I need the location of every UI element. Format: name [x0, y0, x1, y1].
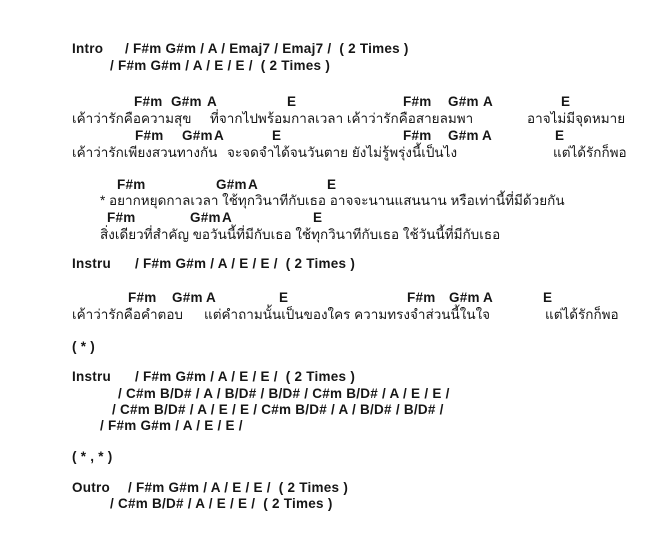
prechorus-lyrics-1 [0, 192, 666, 209]
verse1-chords-1 [0, 93, 666, 110]
section-label: Outro [72, 480, 110, 495]
chord-symbol: F#m [135, 128, 164, 143]
lyric-text: เค้าว่ารักคือคำตอบ [72, 307, 184, 322]
chord-symbol: A [207, 94, 217, 109]
lyric-text: สิ่งเดียวที่สำคัญ ขอวันนี้ที่มีกับเธอ ใช้ทุกวินาทีกับเธอ ใช้วันนี้ที่มีกับเธอ [100, 227, 501, 242]
repeat-marker: ( * , * ) [72, 449, 113, 464]
chord-symbol: E [287, 94, 297, 109]
chord-symbol: F#m [128, 290, 157, 305]
chord-symbol: A [248, 177, 258, 192]
chord-symbol: E [272, 128, 282, 143]
instru2-line-2 [0, 385, 666, 402]
lyric-text: แต่ได้รักก็พอ [553, 145, 627, 160]
section-chords: / F#m G#m / A / Emaj7 / Emaj7 / ( 2 Times ) [125, 41, 409, 56]
chord-symbol: E [327, 177, 337, 192]
chord-symbol: A [483, 94, 493, 109]
chord-symbol: G#m [216, 177, 247, 192]
chord-symbol: E [279, 290, 289, 305]
lyric-text: เค้าว่ารักคือความสุข [72, 111, 192, 126]
chord-symbol: E [543, 290, 553, 305]
instru2-line-4 [0, 417, 666, 434]
chord-symbol: A [222, 210, 232, 225]
chord-symbol: A [214, 128, 224, 143]
lyric-text: แต่ได้รักก็พอ [545, 307, 619, 322]
instru-line [0, 255, 666, 272]
chord-symbol: F#m [403, 94, 432, 109]
repeat-star [0, 338, 666, 355]
chord-symbol: G#m [448, 94, 479, 109]
chord-symbol: E [555, 128, 565, 143]
chord-symbol: G#m [448, 128, 479, 143]
lyric-text: แต่คำถามนั้นเป็นของใคร ความทรงจำส่วนนี้ในใจ [204, 307, 491, 322]
instru2-line-3 [0, 401, 666, 418]
verse1-lyrics-2 [0, 144, 666, 161]
prechorus-chords-2 [0, 209, 666, 226]
verse1-chords-2 [0, 127, 666, 144]
chord-symbol: F#m [403, 128, 432, 143]
prechorus-chords-1 [0, 176, 666, 193]
chord-symbol: F#m [407, 290, 436, 305]
chord-symbol: F#m [117, 177, 146, 192]
section-label: Instru [72, 256, 112, 271]
chord-symbol: A [206, 290, 216, 305]
section-chords: / C#m B/D# / A / E / E / ( 2 Times ) [110, 496, 333, 511]
chord-symbol: G#m [182, 128, 213, 143]
lyric-text: ที่จากไปพร้อมกาลเวลา เค้าว่ารักคือสายลมพา [210, 111, 474, 126]
verse2-chords-1 [0, 289, 666, 306]
chord-symbol: F#m [107, 210, 136, 225]
lyric-text: อาจไม่มีจุดหมาย [527, 111, 626, 126]
section-label: Intro [72, 41, 104, 56]
chord-symbol: A [483, 290, 493, 305]
section-chords: / F#m G#m / A / E / E / ( 2 Times ) [135, 256, 356, 271]
intro-line-2 [0, 57, 666, 74]
outro-line-1 [0, 479, 666, 496]
chord-symbol: G#m [449, 290, 480, 305]
chord-symbol: E [313, 210, 323, 225]
chord-symbol: G#m [172, 290, 203, 305]
verse1-lyrics-1 [0, 110, 666, 127]
outro-line-2 [0, 495, 666, 512]
section-chords: / F#m G#m / A / E / E / [100, 418, 243, 433]
chord-symbol: E [561, 94, 571, 109]
section-chords: / C#m B/D# / A / B/D# / B/D# / C#m B/D# / A / E / E / [118, 386, 450, 401]
lyric-text: จะจดจำได้จนวันตาย ยังไม่รู้พรุ่งนี้เป็นไง [227, 145, 458, 160]
chord-symbol: G#m [171, 94, 202, 109]
section-chords: / C#m B/D# / A / E / E / C#m B/D# / A / B/D# / B/D# / [112, 402, 444, 417]
repeat-star-star [0, 448, 666, 465]
section-chords: / F#m G#m / A / E / E / ( 2 Times ) [128, 480, 349, 495]
chord-symbol: G#m [190, 210, 221, 225]
chord-symbol: A [482, 128, 492, 143]
section-label: Instru [72, 369, 112, 384]
intro-line-1 [0, 40, 666, 57]
instru2-line-1 [0, 368, 666, 385]
chord-symbol: F#m [134, 94, 163, 109]
lyric-text: * อยากหยุดกาลเวลา ใช้ทุกวินาทีกับเธอ อาจจะนานแสนนาน หรือเท่านี้ที่มีด้วยกัน [100, 193, 565, 208]
verse2-lyrics-1 [0, 306, 666, 323]
section-chords: / F#m G#m / A / E / E / ( 2 Times ) [110, 58, 331, 73]
repeat-marker: ( * ) [72, 339, 95, 354]
prechorus-lyrics-2 [0, 226, 666, 243]
section-chords: / F#m G#m / A / E / E / ( 2 Times ) [135, 369, 356, 384]
lyric-text: เค้าว่ารักเพียงสวนทางกัน [72, 145, 218, 160]
